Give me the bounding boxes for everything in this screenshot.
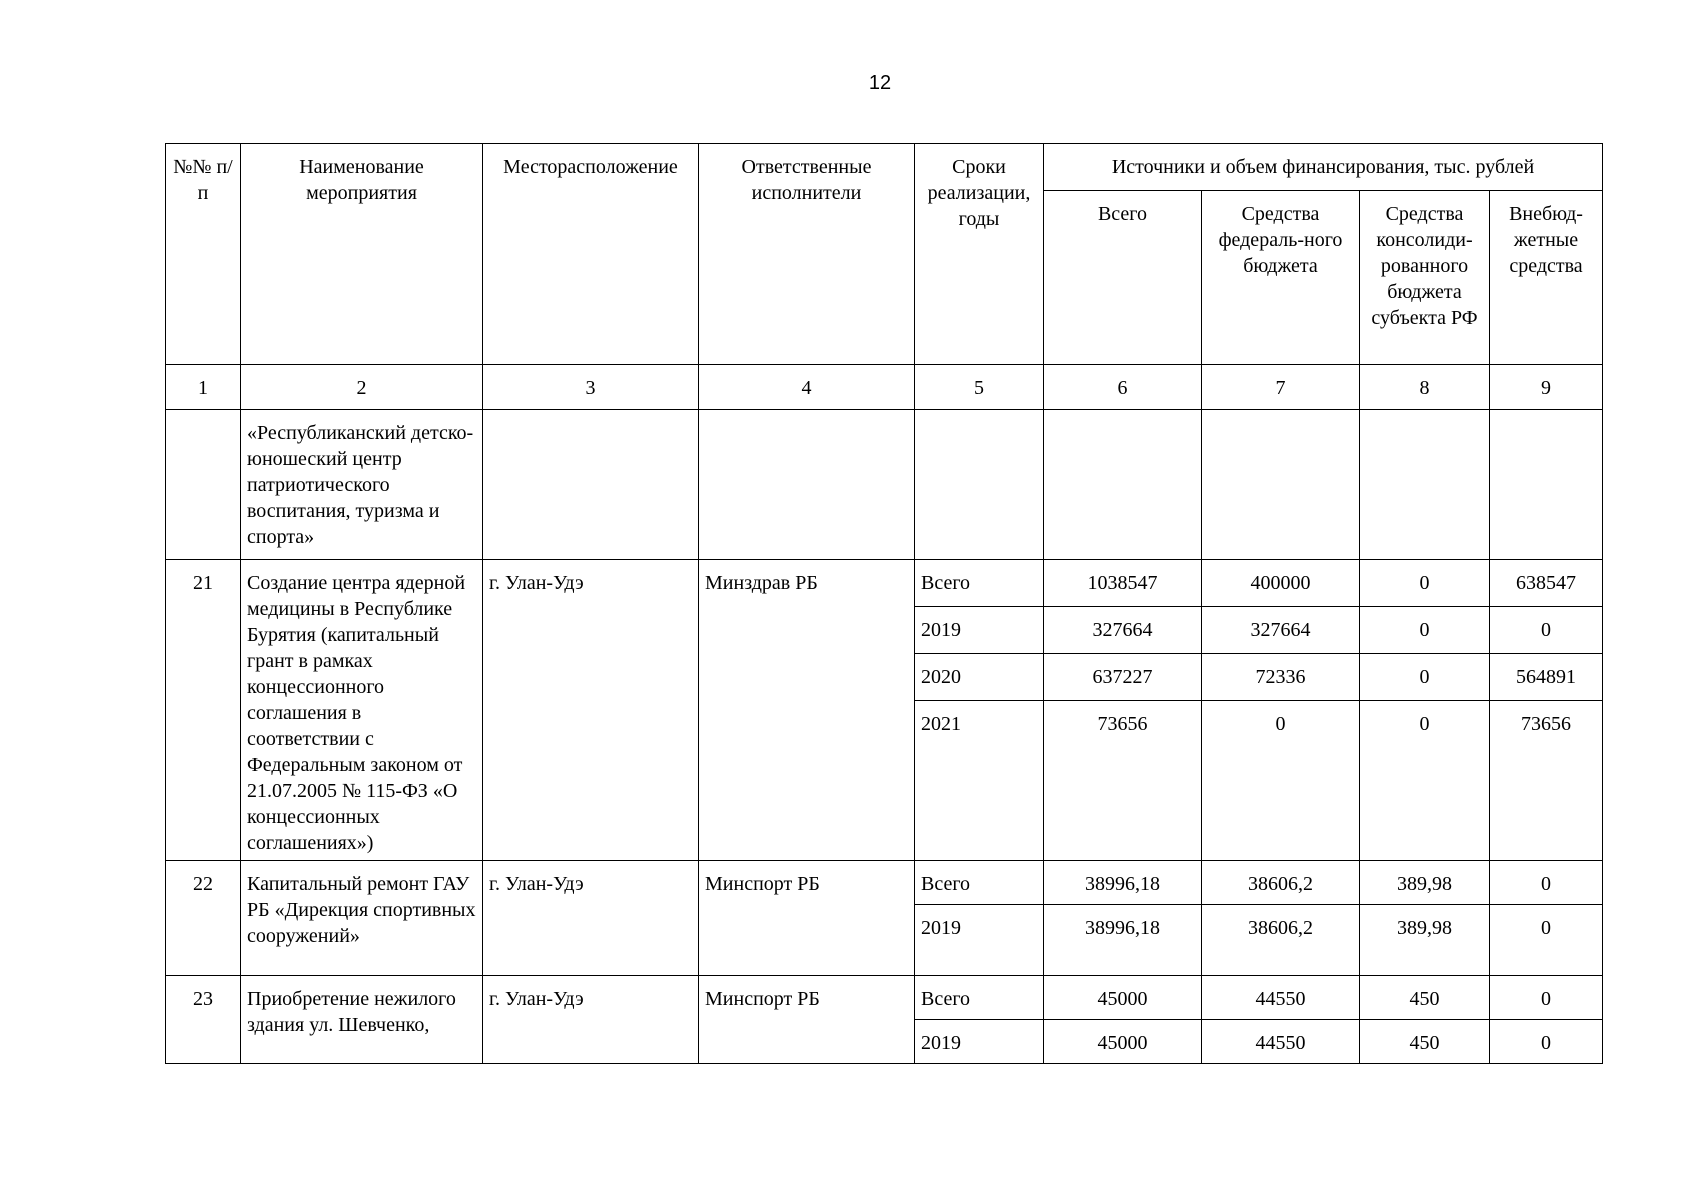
amount-total: 1038547 — [1044, 560, 1202, 607]
column-number: 8 — [1360, 365, 1490, 410]
row-num: 23 — [166, 976, 241, 1064]
row-num: 21 — [166, 560, 241, 861]
amount-federal: 400000 — [1202, 560, 1360, 607]
amount-consolidated: 0 — [1360, 560, 1490, 607]
responsible: Минздрав РБ — [699, 560, 915, 861]
header-consolidated: Средства консолиди-рованного бюджета субъекта РФ — [1360, 191, 1490, 365]
responsible: Минспорт РБ — [699, 976, 915, 1064]
measure-name: Капитальный ремонт ГАУ РБ «Дирекция спортивных сооружений» — [241, 861, 483, 976]
amount-federal: 44550 — [1202, 976, 1360, 1020]
amount-consolidated: 0 — [1360, 653, 1490, 700]
table-row — [166, 560, 1603, 607]
amount-total: 637227 — [1044, 653, 1202, 700]
amount-total: 327664 — [1044, 606, 1202, 653]
amount-total: 38996,18 — [1044, 905, 1202, 976]
amount-total: 38996,18 — [1044, 861, 1202, 905]
header-federal: Средства федераль-ного бюджета — [1202, 191, 1360, 365]
header-location: Месторасположение — [483, 144, 699, 365]
header-responsible: Ответственные исполнители — [699, 144, 915, 365]
column-number: 1 — [166, 365, 241, 410]
header-terms: Сроки реализации, годы — [915, 144, 1044, 365]
column-number: 5 — [915, 365, 1044, 410]
header-extrabudget: Внебюд-жетные средства — [1490, 191, 1603, 365]
financing-table — [165, 143, 1603, 1064]
amount-consolidated: 389,98 — [1360, 861, 1490, 905]
table-row-continuation — [166, 410, 1603, 560]
amount-extrabudget: 73656 — [1490, 700, 1603, 860]
column-number: 3 — [483, 365, 699, 410]
amount-federal: 72336 — [1202, 653, 1360, 700]
location: г. Улан-Удэ — [483, 976, 699, 1064]
term: 2020 — [915, 653, 1044, 700]
column-number: 6 — [1044, 365, 1202, 410]
amount-consolidated: 450 — [1360, 1020, 1490, 1064]
measure-name: «Республиканский детско-юношеский центр патриотического воспитания, туризма и спорта» — [241, 410, 483, 560]
term: 2019 — [915, 905, 1044, 976]
amount-consolidated: 389,98 — [1360, 905, 1490, 976]
term: 2019 — [915, 1020, 1044, 1064]
amount-total: 45000 — [1044, 976, 1202, 1020]
column-number-row — [166, 365, 1603, 410]
amount-federal: 0 — [1202, 700, 1360, 860]
column-number: 2 — [241, 365, 483, 410]
term: Всего — [915, 976, 1044, 1020]
amount-total: 45000 — [1044, 1020, 1202, 1064]
amount-extrabudget: 0 — [1490, 606, 1603, 653]
header-name: Наименование мероприятия — [241, 144, 483, 365]
amount-federal: 38606,2 — [1202, 905, 1360, 976]
amount-extrabudget: 0 — [1490, 905, 1603, 976]
amount-consolidated: 450 — [1360, 976, 1490, 1020]
location: г. Улан-Удэ — [483, 560, 699, 861]
amount-extrabudget: 638547 — [1490, 560, 1603, 607]
amount-extrabudget: 564891 — [1490, 653, 1603, 700]
header-num: №№ п/п — [166, 144, 241, 365]
amount-federal: 44550 — [1202, 1020, 1360, 1064]
amount-extrabudget: 0 — [1490, 976, 1603, 1020]
location: г. Улан-Удэ — [483, 861, 699, 976]
term: Всего — [915, 861, 1044, 905]
measure-name: Создание центра ядерной медицины в Республике Бурятия (капитальный грант в рамках концессионного соглашения в соответствии с Федеральным законом от 21.07.2005 № 115-ФЗ «О концессионных соглашениях») — [241, 560, 483, 861]
page-number: 12 — [868, 72, 892, 94]
amount-total: 73656 — [1044, 700, 1202, 860]
row-num: 22 — [166, 861, 241, 976]
table-row — [166, 976, 1603, 1020]
amount-federal: 38606,2 — [1202, 861, 1360, 905]
column-number: 4 — [699, 365, 915, 410]
term: 2019 — [915, 606, 1044, 653]
header-financing: Источники и объем финансирования, тыс. рублей — [1044, 144, 1603, 191]
table-row — [166, 861, 1603, 905]
responsible: Минспорт РБ — [699, 861, 915, 976]
amount-consolidated: 0 — [1360, 700, 1490, 860]
column-number: 9 — [1490, 365, 1603, 410]
amount-consolidated: 0 — [1360, 606, 1490, 653]
amount-extrabudget: 0 — [1490, 1020, 1603, 1064]
term: 2021 — [915, 700, 1044, 860]
measure-name: Приобретение нежилого здания ул. Шевченко, — [241, 976, 483, 1064]
column-number: 7 — [1202, 365, 1360, 410]
term: Всего — [915, 560, 1044, 607]
amount-extrabudget: 0 — [1490, 861, 1603, 905]
header-total: Всего — [1044, 191, 1202, 365]
amount-federal: 327664 — [1202, 606, 1360, 653]
